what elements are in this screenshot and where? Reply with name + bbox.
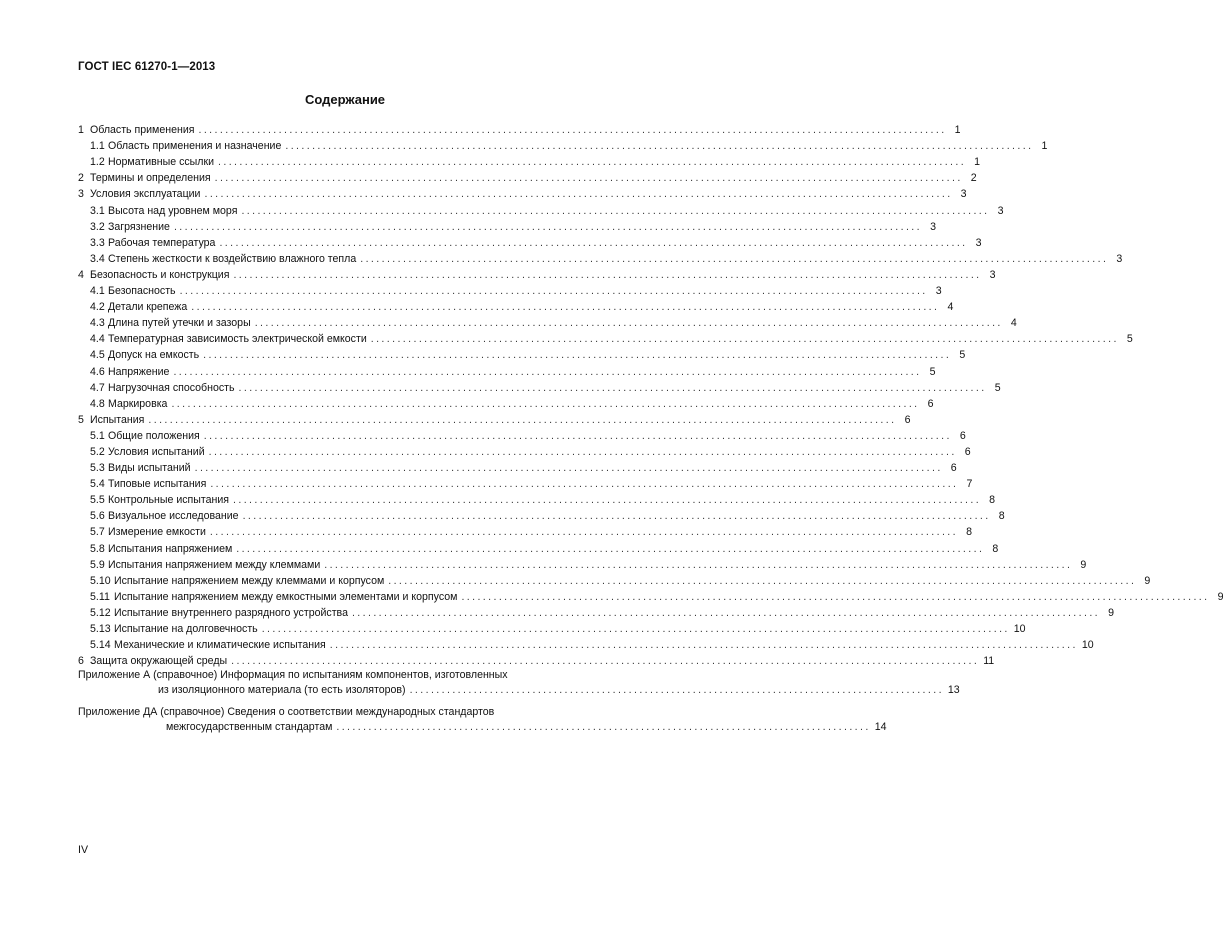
- toc-entry-title: Безопасность и конструкция: [90, 268, 230, 281]
- toc-entry-page: 8: [992, 542, 999, 555]
- toc-entry-page: 1: [1041, 140, 1048, 153]
- toc-entry-page: 11: [983, 655, 995, 668]
- toc-entry[interactable]: [78, 314, 1017, 330]
- toc-title: Содержание: [304, 92, 386, 107]
- toc-entry-title: Испытание напряжением между клеммами и корпусом: [114, 574, 385, 587]
- toc-entry-title: Испытание внутреннего разрядного устройства: [114, 606, 348, 619]
- toc-entry[interactable]: [78, 556, 1087, 572]
- toc-entry[interactable]: [78, 652, 995, 668]
- toc-entry-leader: ............................................................................................................................................: [236, 542, 985, 555]
- toc-entry[interactable]: [78, 218, 936, 234]
- toc-entry-leader: ............................................................................................................................................: [242, 510, 991, 523]
- page-number: IV: [78, 844, 89, 856]
- toc-entry-title: Термины и определения: [90, 172, 211, 185]
- toc-entry[interactable]: [78, 443, 971, 459]
- toc-entry-page: 10: [1081, 639, 1094, 652]
- toc-entry-page: 2: [970, 172, 977, 185]
- toc-entry-page: 4: [947, 301, 954, 314]
- toc-entry[interactable]: [78, 282, 942, 298]
- toc-entry-leader: ............................................................................................................................................: [254, 317, 1003, 330]
- toc-entry[interactable]: [78, 266, 996, 282]
- toc-entry[interactable]: [78, 234, 982, 250]
- toc-entry[interactable]: [78, 604, 1115, 620]
- toc-entry-number: 3.3: [90, 236, 105, 249]
- toc-entry[interactable]: [78, 330, 1133, 346]
- toc-entry-number: 4.8: [90, 397, 105, 410]
- toc-entry-title: Детали крепежа: [108, 301, 188, 314]
- toc-entry-number: 6: [78, 655, 84, 668]
- toc-entry[interactable]: [78, 379, 1001, 395]
- toc-entry[interactable]: [78, 121, 961, 137]
- toc-entry-title: Загрязнение: [108, 220, 170, 233]
- toc-entry-page: 3: [997, 204, 1004, 217]
- toc-entry[interactable]: [78, 491, 996, 507]
- toc-entry-title: Испытания напряжением между клеммами: [108, 558, 321, 571]
- toc-entry-leader: ............................................................................................................................................: [324, 558, 1073, 571]
- toc-entry-page: 3: [1116, 252, 1123, 265]
- toc-entries: [78, 121, 1224, 668]
- toc-entry[interactable]: [78, 169, 977, 185]
- toc-entry-number: 5.1: [90, 429, 105, 442]
- toc-entry-page: 5: [959, 349, 966, 362]
- toc-entry[interactable]: [78, 362, 936, 378]
- toc-entry-number: 5.5: [90, 494, 105, 507]
- toc-entry-leader: ............................................................................................................................................: [388, 574, 1137, 587]
- toc-entry-title: Длина путей утечки и зазоры: [108, 317, 251, 330]
- toc-entry-page: 10: [1013, 623, 1026, 635]
- toc-entry-number: 3.2: [90, 220, 105, 233]
- toc-entry-title: Маркировка: [108, 397, 168, 410]
- toc-entry-title: Измерение емкости: [108, 526, 206, 539]
- appendix-da-page: 14: [874, 721, 887, 734]
- toc-entry-title: Нагрузочная способность: [108, 381, 235, 394]
- toc-entry-number: 4.2: [90, 301, 105, 314]
- toc-entry-title: Визуальное исследование: [108, 510, 239, 523]
- toc-entry-page: 9: [1080, 558, 1087, 571]
- toc-entry-leader: ............................................................................................................................................: [179, 285, 928, 298]
- toc-entry-leader: ............................................................................................................................................: [219, 236, 968, 249]
- table-of-contents: [78, 121, 1224, 734]
- toc-entry[interactable]: [78, 250, 1123, 266]
- toc-entry-page: 3: [960, 188, 967, 201]
- toc-entry-page: 8: [998, 510, 1005, 523]
- toc-entry-number: 1.1: [90, 140, 105, 153]
- toc-entry-leader: ............................................................................................................................................: [370, 333, 1119, 346]
- toc-entry-leader: ............................................................................................................................................: [203, 429, 952, 442]
- toc-entry-page: 6: [964, 445, 971, 458]
- toc-entry-number: 5.8: [90, 542, 105, 555]
- toc-entry-leader: ............................................................................................................................................: [461, 590, 1210, 603]
- document-header: ГОСТ IEC 61270-1—2013: [78, 61, 216, 73]
- toc-entry-number: 4: [78, 268, 84, 281]
- toc-entry-leader: ............................................................................................................................................: [285, 140, 1034, 153]
- toc-entry-page: 6: [950, 462, 957, 475]
- toc-entry-page: 6: [927, 397, 934, 410]
- toc-entry-number: 5.10: [90, 574, 111, 587]
- toc-entry-title: Контрольные испытания: [108, 494, 230, 507]
- toc-entry-title: Условия испытаний: [108, 445, 205, 458]
- toc-entry-leader: ............................................................................................................................................: [173, 220, 922, 233]
- appendix-a-title-line2: из изоляционного материала (то есть изоляторов): [158, 684, 406, 697]
- toc-entry-number: 1: [78, 124, 84, 137]
- toc-entry-title: Защита окружающей среды: [90, 655, 228, 668]
- toc-entry-title: Безопасность: [108, 285, 176, 298]
- toc-entry-number: 5.6: [90, 510, 105, 523]
- toc-entry-page: 5: [1126, 333, 1133, 346]
- toc-entry-leader: ............................................................................................................................................: [208, 445, 957, 458]
- toc-entry-page: 3: [935, 285, 942, 298]
- toc-entry-page: 1: [974, 156, 981, 169]
- toc-entry-title: Испытание напряжением между емкостными элементами и корпусом: [114, 590, 458, 603]
- toc-entry[interactable]: [78, 411, 911, 427]
- toc-entry[interactable]: [78, 523, 972, 539]
- toc-entry-leader: ............................................................................................................................................: [194, 462, 943, 475]
- toc-entry-leader: ............................................................................................................................................: [231, 655, 980, 668]
- toc-entry-number: 4.4: [90, 333, 105, 346]
- toc-entry-number: 5.13: [90, 623, 111, 635]
- toc-entry-number: 3.4: [90, 252, 105, 265]
- toc-entry-leader: ............................................................................................................................................: [173, 365, 922, 378]
- toc-entry-leader: ............................................................................................................................................: [171, 397, 920, 410]
- toc-entry-page: 3: [930, 220, 936, 233]
- toc-entry-page: 5: [994, 381, 1001, 394]
- toc-entry-page: 3: [975, 236, 982, 249]
- toc-entry-title: Механические и климатические испытания: [114, 639, 326, 652]
- toc-entry-page: 7: [966, 478, 973, 491]
- toc-entry-number: 2: [78, 172, 84, 185]
- toc-entry-number: 5.2: [90, 445, 105, 458]
- toc-entry-leader: ............................................................................................................................................: [204, 188, 953, 201]
- toc-entry-page: 6: [959, 429, 966, 442]
- toc-entry[interactable]: [78, 427, 966, 443]
- toc-entry-number: 5: [78, 413, 84, 426]
- toc-entry-leader: ............................................................................................................................................: [203, 349, 952, 362]
- toc-entry-number: 4.7: [90, 381, 105, 394]
- toc-entry-title: Температурная зависимость электрической емкости: [108, 333, 367, 346]
- toc-entry-number: 5.3: [90, 462, 105, 475]
- toc-entry-number: 4.6: [90, 365, 105, 378]
- toc-entry-leader: ............................................................................................................................................: [360, 252, 1109, 265]
- toc-entry-page: 9: [1108, 606, 1115, 619]
- toc-entry-page: 8: [966, 526, 972, 539]
- toc-entry-number: 3: [78, 188, 84, 201]
- toc-entry-title: Допуск на емкость: [108, 349, 200, 362]
- toc-entry[interactable]: [78, 395, 934, 411]
- toc-entry-number: 5.14: [90, 639, 111, 652]
- toc-entry-page: 1: [954, 124, 961, 137]
- appendix-a-leader: ....................................................................................................: [409, 684, 944, 697]
- toc-entry-page: 5: [929, 365, 936, 378]
- toc-entry-number: 5.9: [90, 558, 105, 571]
- toc-entry-page: 8: [989, 494, 996, 507]
- appendix-a-page: 13: [947, 684, 960, 697]
- appendix-da-leader: ....................................................................................................: [336, 721, 871, 734]
- toc-entry-number: 5.4: [90, 478, 105, 491]
- toc-entry-leader: ............................................................................................................................................: [238, 381, 987, 394]
- toc-entry-page: 6: [904, 413, 911, 426]
- toc-entry-leader: ............................................................................................................................................: [214, 172, 963, 185]
- toc-entry-title: Область применения: [90, 124, 195, 137]
- toc-entry-leader: ............................................................................................................................................: [209, 526, 958, 539]
- toc-entry-page: 9: [1144, 574, 1151, 587]
- toc-entry-title: Напряжение: [108, 365, 170, 378]
- toc-entry-leader: ............................................................................................................................................: [329, 639, 1078, 652]
- toc-entry[interactable]: [78, 201, 1004, 217]
- toc-entry-page: 4: [1010, 317, 1017, 330]
- toc-entry-title: Высота над уровнем моря: [108, 204, 238, 217]
- toc-entry[interactable]: [78, 153, 981, 169]
- toc-entry[interactable]: [78, 539, 999, 555]
- toc-entry-leader: ............................................................................................................................................: [233, 494, 982, 507]
- toc-entry[interactable]: [78, 620, 1026, 636]
- toc-entry-number: 5.12: [90, 606, 111, 619]
- toc-entry-leader: ............................................................................................................................................: [241, 204, 990, 217]
- appendix-a-title-line1: Приложение А (справочное) Информация по испытаниям компонентов, изготовленных: [78, 669, 508, 682]
- toc-entry-title: Область применения и назначение: [108, 140, 282, 153]
- toc-entry-leader: ............................................................................................................................................: [148, 413, 897, 426]
- toc-entry[interactable]: [78, 507, 1005, 523]
- appendix-da-title-line2: межгосударственным стандартам: [166, 721, 333, 734]
- toc-entry-leader: ............................................................................................................................................: [351, 606, 1101, 619]
- toc-entry-number: 4.5: [90, 349, 105, 362]
- toc-entry-number: 5.11: [90, 590, 110, 603]
- toc-entry-number: 4.3: [90, 317, 105, 330]
- appendix-da-entry[interactable]: [78, 706, 887, 734]
- toc-entry[interactable]: [78, 572, 1151, 588]
- toc-entry-leader: ............................................................................................................................................: [198, 124, 947, 137]
- toc-entry-title: Степень жесткости к воздействию влажного тепла: [108, 252, 357, 265]
- toc-entry[interactable]: [78, 636, 1094, 652]
- toc-entry-number: 4.1: [90, 285, 105, 298]
- toc-entry-title: Испытание на долговечность: [114, 623, 258, 635]
- toc-entry-leader: ............................................................................................................................................: [218, 156, 967, 169]
- toc-entry-title: Испытания: [90, 413, 145, 426]
- toc-entry[interactable]: [78, 588, 1224, 604]
- toc-entry-leader: ............................................................................................................................................: [210, 478, 959, 491]
- toc-entry[interactable]: [78, 137, 1048, 153]
- toc-entry-title: Рабочая температура: [108, 236, 216, 249]
- toc-entry[interactable]: [78, 298, 954, 314]
- toc-entry[interactable]: [78, 459, 957, 475]
- toc-entry-title: Общие положения: [108, 429, 200, 442]
- toc-entry-number: 5.7: [90, 526, 105, 539]
- toc-entry-leader: ............................................................................................................................................: [191, 301, 940, 314]
- toc-entry[interactable]: [78, 475, 973, 491]
- toc-entry-title: Испытания напряжением: [108, 542, 233, 555]
- toc-entry-title: Условия эксплуатации: [90, 188, 201, 201]
- toc-entry-title: Нормативные ссылки: [108, 156, 215, 169]
- toc-entry-title: Типовые испытания: [108, 478, 207, 491]
- toc-entry-leader: ............................................................................................................................................: [261, 623, 1010, 635]
- toc-entry-page: 3: [989, 268, 996, 281]
- toc-entry-title: Виды испытаний: [108, 462, 191, 475]
- toc-entry-leader: ............................................................................................................................................: [233, 268, 982, 281]
- appendix-a-entry[interactable]: [78, 669, 960, 697]
- toc-entry-number: 1.2: [90, 156, 105, 169]
- toc-entry[interactable]: [78, 185, 967, 201]
- toc-entry[interactable]: [78, 346, 966, 362]
- toc-entry-number: 3.1: [90, 204, 105, 217]
- toc-entry-page: 9: [1217, 590, 1224, 603]
- appendix-da-title-line1: Приложение ДА (справочное) Сведения о соответствии международных стандартов: [78, 706, 495, 719]
